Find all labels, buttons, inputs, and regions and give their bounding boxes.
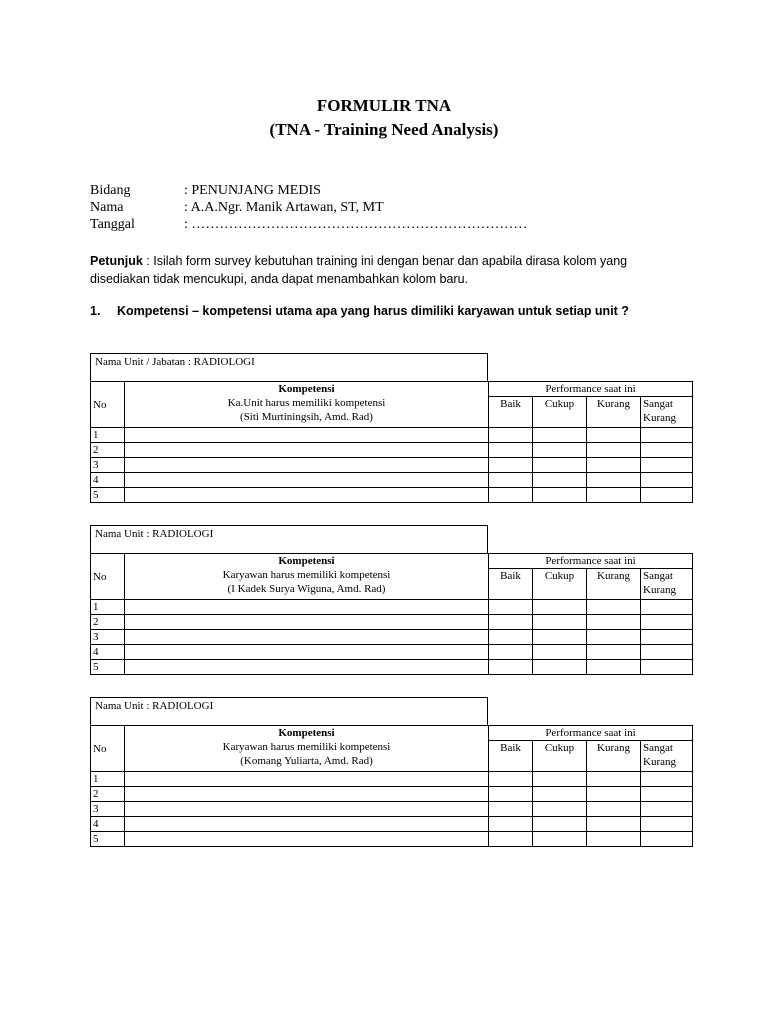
rating-cell[interactable] [587,645,641,660]
meta-row-bidang [90,182,527,199]
meta-value: : A.A.Ngr. Manik Artawan, ST, MT [184,200,384,215]
meta-block [90,182,527,233]
rating-cell[interactable] [489,615,533,630]
question [90,304,629,318]
header-competence-line1: Ka.Unit harus memiliki kompetensi [227,397,386,409]
header-no: No [91,382,125,428]
rating-cell[interactable] [641,615,693,630]
table-row [91,772,693,787]
row-number: 3 [91,802,125,817]
header-no: No [91,726,125,772]
form-title: FORMULIR TNA [316,96,452,115]
header-performance: Performance saat ini [489,726,693,741]
rating-cell[interactable] [587,832,641,847]
header-competence-title: Kompetensi [278,383,335,395]
rating-cell[interactable] [533,615,587,630]
table-row [91,630,693,645]
competence-cell[interactable] [125,645,489,660]
rating-cell[interactable] [489,458,533,473]
meta-key: Nama [90,200,124,215]
rating-cell[interactable] [533,802,587,817]
rating-cell[interactable] [533,630,587,645]
meta-row-nama [90,199,527,216]
header-performance: Performance saat ini [489,554,693,569]
instructions-text: : Isilah form survey kebutuhan training ini dengan benar dan apabila dirasa kolom yang disediakan tidak mencukupi, anda dapat menambahkan kolom baru. [90,254,628,286]
meta-key: Bidang [90,183,131,198]
header-competence-line2: (I Kadek Surya Wiguna, Amd. Rad) [227,583,386,595]
rating-cell[interactable] [489,832,533,847]
competence-cell[interactable] [125,832,489,847]
rating-cell[interactable] [641,443,693,458]
header-performance: Performance saat ini [489,382,693,397]
rating-cell[interactable] [641,772,693,787]
table-row [91,443,693,458]
table-row [91,615,693,630]
header-rating-kurang: Kurang [587,397,641,428]
rating-cell[interactable] [641,600,693,615]
header-competence-line2: (Komang Yuliarta, Amd. Rad) [240,755,373,767]
rating-cell[interactable] [587,787,641,802]
rating-cell[interactable] [533,473,587,488]
row-number: 2 [91,615,125,630]
rating-cell[interactable] [641,817,693,832]
header-rating-sangat-kurang: Sangat Kurang [641,397,693,428]
table-row [91,488,693,503]
competence-cell[interactable] [125,473,489,488]
meta-value: : ……………………………………………………………… [184,217,528,232]
competence-cell[interactable] [125,488,489,503]
competence-cell[interactable] [125,428,489,443]
row-number: 1 [91,772,125,787]
header-competence [125,726,489,772]
competence-cell[interactable] [125,660,489,675]
rating-cell[interactable] [587,817,641,832]
rating-cell[interactable] [489,817,533,832]
rating-cell[interactable] [587,630,641,645]
rating-cell[interactable] [489,600,533,615]
table-row [91,473,693,488]
rating-cell[interactable] [587,600,641,615]
table-row [91,832,693,847]
competence-table [90,725,693,847]
competence-cell[interactable] [125,615,489,630]
header-competence-title: Kompetensi [278,727,335,739]
header-rating-kurang: Kurang [587,569,641,600]
row-number: 4 [91,473,125,488]
rating-cell[interactable] [641,832,693,847]
rating-cell[interactable] [641,645,693,660]
meta-key: Tanggal [90,217,135,232]
table-row [91,428,693,443]
rating-cell[interactable] [533,645,587,660]
rating-cell[interactable] [533,787,587,802]
header-competence-line2: (Siti Murtiningsih, Amd. Rad) [240,411,373,423]
rating-cell[interactable] [587,802,641,817]
rating-cell[interactable] [533,488,587,503]
table-row [91,817,693,832]
rating-cell[interactable] [587,458,641,473]
rating-cell[interactable] [533,458,587,473]
header-rating-baik: Baik [489,741,533,772]
competence-cell[interactable] [125,600,489,615]
rating-cell[interactable] [587,660,641,675]
header-rating-sangat-kurang: Sangat Kurang [641,741,693,772]
header-rating-kurang: Kurang [587,741,641,772]
header-competence [125,382,489,428]
header-rating-cukup: Cukup [533,397,587,428]
header-no: No [91,554,125,600]
competence-table [90,553,693,675]
table-row [91,660,693,675]
row-number: 3 [91,458,125,473]
competence-cell[interactable] [125,817,489,832]
competence-table-block [90,353,692,503]
rating-cell[interactable] [533,443,587,458]
rating-cell[interactable] [641,428,693,443]
rating-cell[interactable] [489,428,533,443]
rating-cell[interactable] [641,473,693,488]
header-competence-line1: Karyawan harus memiliki kompetensi [222,569,391,581]
instructions [90,252,650,288]
row-number: 5 [91,832,125,847]
rating-cell[interactable] [587,772,641,787]
header-competence-title: Kompetensi [278,555,335,567]
rating-cell[interactable] [533,600,587,615]
table-row [91,458,693,473]
competence-cell[interactable] [125,772,489,787]
table-row [91,787,693,802]
row-number: 5 [91,660,125,675]
row-number: 5 [91,488,125,503]
rating-cell[interactable] [489,443,533,458]
row-number: 1 [91,428,125,443]
header-competence [125,554,489,600]
header-rating-baik: Baik [489,569,533,600]
table-row [91,600,693,615]
meta-row-tanggal [90,216,527,233]
rating-cell[interactable] [587,615,641,630]
rating-cell[interactable] [641,488,693,503]
row-number: 2 [91,443,125,458]
rating-cell[interactable] [489,630,533,645]
header-rating-cukup: Cukup [533,569,587,600]
rating-cell[interactable] [533,832,587,847]
rating-cell[interactable] [533,428,587,443]
rating-cell[interactable] [533,772,587,787]
rating-cell[interactable] [489,645,533,660]
competence-cell[interactable] [125,802,489,817]
row-number: 2 [91,787,125,802]
table-row [91,645,693,660]
unit-label: Nama Unit / Jabatan : RADIOLOGI [90,353,488,381]
rating-cell[interactable] [587,428,641,443]
header-rating-sangat-kurang: Sangat Kurang [641,569,693,600]
rating-cell[interactable] [641,458,693,473]
rating-cell[interactable] [489,772,533,787]
rating-cell[interactable] [587,473,641,488]
meta-value: : PENUNJANG MEDIS [184,183,321,198]
rating-cell[interactable] [641,787,693,802]
competence-cell[interactable] [125,630,489,645]
rating-cell[interactable] [489,660,533,675]
rating-cell[interactable] [641,660,693,675]
question-text: Kompetensi – kompetensi utama apa yang harus dimiliki karyawan untuk setiap unit ? [117,304,629,318]
rating-cell[interactable] [587,488,641,503]
rating-cell[interactable] [533,660,587,675]
unit-label: Nama Unit : RADIOLOGI [90,697,488,725]
competence-cell[interactable] [125,458,489,473]
rating-cell[interactable] [489,488,533,503]
rating-cell[interactable] [489,802,533,817]
unit-label: Nama Unit : RADIOLOGI [90,525,488,553]
competence-table-block [90,697,692,847]
rating-cell[interactable] [641,802,693,817]
table-row [91,802,693,817]
rating-cell[interactable] [641,630,693,645]
row-number: 4 [91,817,125,832]
header-rating-baik: Baik [489,397,533,428]
rating-cell[interactable] [587,443,641,458]
rating-cell[interactable] [533,817,587,832]
competence-cell[interactable] [125,443,489,458]
row-number: 4 [91,645,125,660]
row-number: 1 [91,600,125,615]
competence-table-block [90,525,692,675]
competence-table [90,381,693,503]
competence-cell[interactable] [125,787,489,802]
question-number: 1. [90,304,101,318]
instructions-label: Petunjuk [90,254,143,268]
rating-cell[interactable] [489,473,533,488]
header-rating-cukup: Cukup [533,741,587,772]
header-competence-line1: Karyawan harus memiliki kompetensi [222,741,391,753]
form-subtitle: (TNA - Training Need Analysis) [269,120,499,139]
rating-cell[interactable] [489,787,533,802]
row-number: 3 [91,630,125,645]
